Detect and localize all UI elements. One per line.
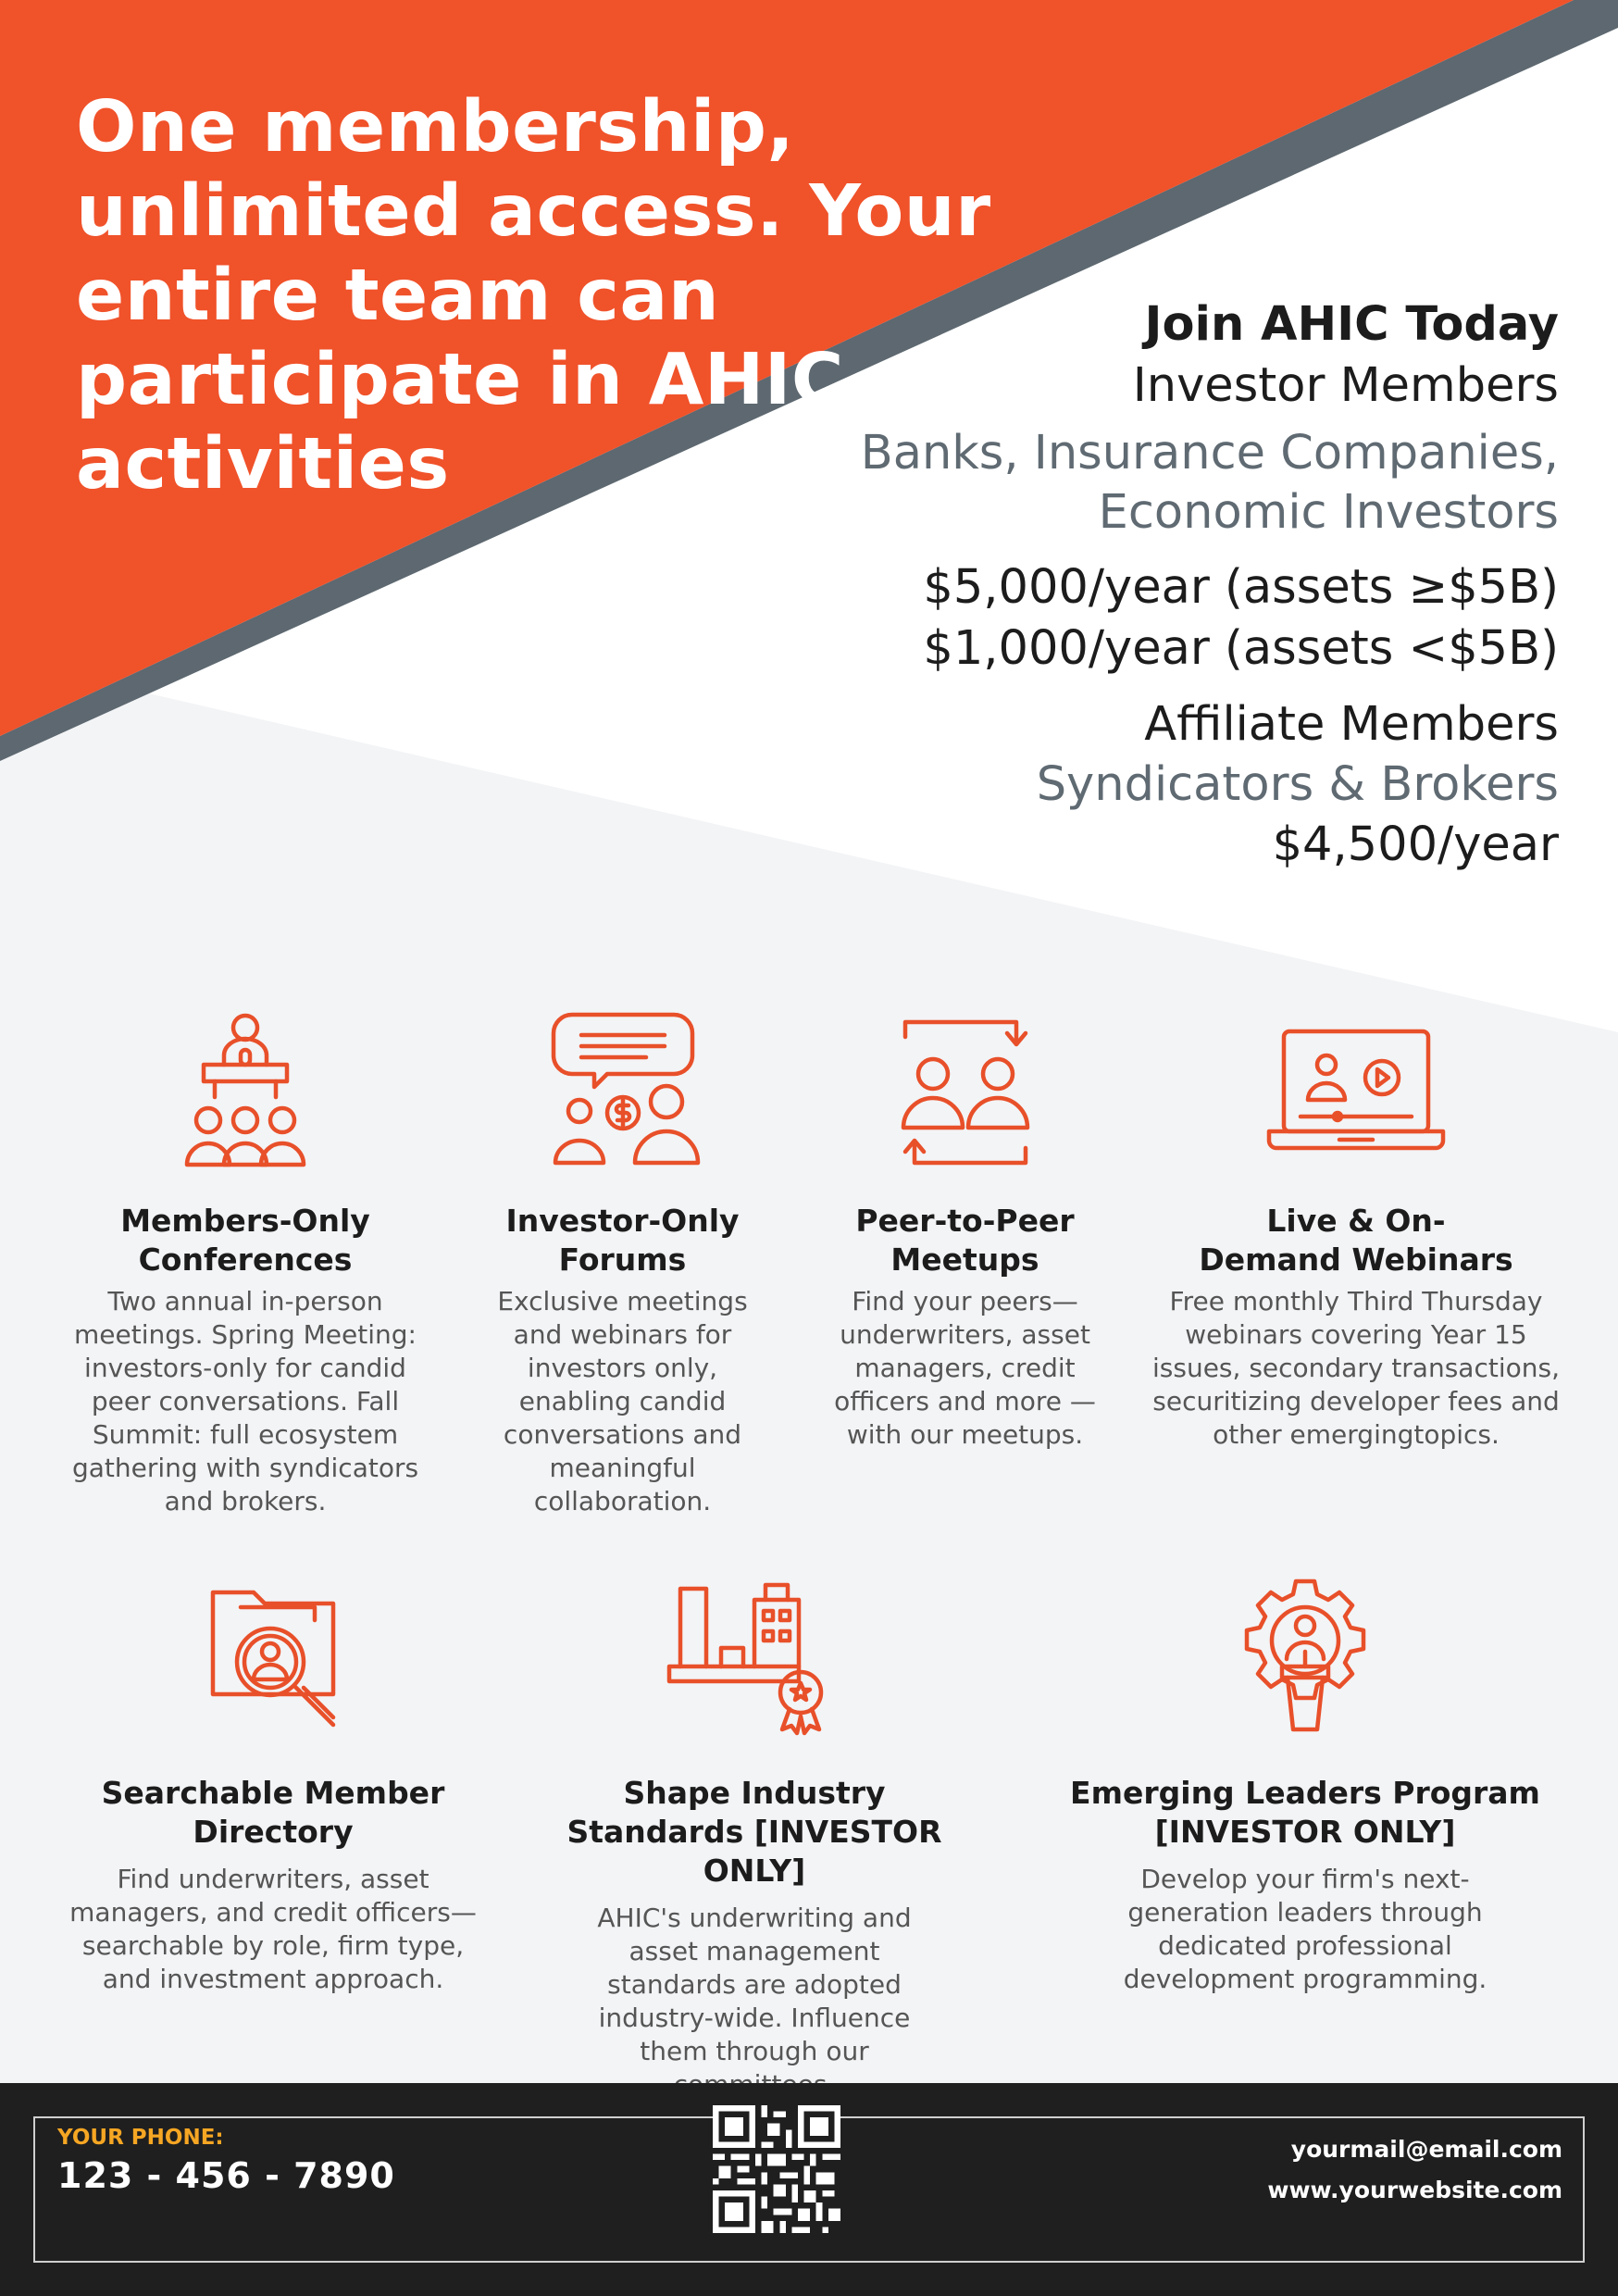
feature-title: Members-Only Conferences <box>120 1203 370 1278</box>
feature-description: Find your peers— underwriters, asset managers, credit officers and more — with our meetups. <box>834 1286 1096 1450</box>
leader-gear-icon <box>1226 1574 1384 1741</box>
feature-description: Two annual in-person meetings. Spring Meeting: investors-only for candid peer conversations. Fall Summit: full ecosystem gathering with syndicators and brokers. <box>71 1286 419 1516</box>
conference-icon <box>167 1009 324 1176</box>
phone-label: YOUR PHONE: <box>57 2126 224 2150</box>
peer-exchange-icon <box>887 1009 1044 1176</box>
feature-conferences <box>51 1009 440 1518</box>
footer <box>0 2083 1618 2296</box>
feature-webinars <box>1143 1009 1569 1452</box>
feature-title: Searchable Member Directory <box>101 1775 445 1850</box>
feature-description: Find underwriters, asset managers, and credit officers—searchable by role, firm type, and investment approach. <box>69 1864 477 1994</box>
feature-title: Live & On-Demand Webinars <box>1199 1203 1513 1278</box>
webinar-laptop-icon <box>1263 1009 1449 1176</box>
feature-meetups <box>805 1009 1125 1452</box>
investor-price-small: $1,000/year (assets <$5B) <box>923 621 1559 676</box>
feature-title: Peer-to-Peer Meetups <box>855 1203 1075 1278</box>
industry-standard-icon <box>662 1574 847 1741</box>
feature-description: AHIC's underwriting and asset management standards are adopted industry-wide. Influence them through our <box>597 1903 912 2066</box>
pricing-block <box>633 294 1559 876</box>
affiliate-heading: Affiliate Members <box>1144 697 1559 752</box>
feature-title: Shape Industry Standards [INVESTOR ONLY] <box>566 1775 942 1889</box>
affiliate-types: Syndicators & Brokers <box>1036 757 1559 812</box>
affiliate-price: $4,500/year <box>1272 817 1559 872</box>
hero-headline: One membership, unlimited access. Your entire team can participate in AHIC activities <box>76 86 991 505</box>
feature-emerging-leaders <box>1041 1574 1569 1996</box>
investor-heading: Investor Members <box>1132 358 1559 413</box>
feature-description: Develop your firm's next-generation leaders through dedicated professional development programming. <box>1123 1864 1487 1994</box>
feature-standards <box>532 1574 977 2102</box>
website-link[interactable]: www.yourwebsite.com <box>1267 2177 1562 2203</box>
email-link[interactable]: yourmail@email.com <box>1290 2136 1562 2163</box>
forum-icon <box>544 1009 702 1176</box>
investor-types-line1: Banks, Insurance Companies, <box>860 426 1559 480</box>
investor-types-line2: Economic Investors <box>1098 485 1559 540</box>
feature-title: Emerging Leaders Program [INVESTOR ONLY] <box>1070 1775 1540 1850</box>
directory-search-icon <box>194 1574 352 1741</box>
feature-description: Exclusive meetings and webinars for investors only, enabling candid conversations and meaningful collaboration. <box>497 1286 748 1516</box>
join-title: Join AHIC Today <box>1144 297 1559 352</box>
phone-number[interactable]: 123 - 456 - 7890 <box>57 2155 395 2196</box>
qr-code-icon[interactable] <box>713 2105 840 2233</box>
feature-directory <box>65 1574 481 1996</box>
feature-title: Investor-Only Forums <box>505 1203 740 1278</box>
feature-forums <box>481 1009 764 1518</box>
contact-block <box>1267 2129 1562 2211</box>
investor-price-large: $5,000/year (assets ≥$5B) <box>923 560 1559 615</box>
feature-description: Free monthly Third Thursday webinars covering Year 15 issues, secondary transactions, securitizing developer fees and other emergingtopics. <box>1152 1286 1560 1450</box>
